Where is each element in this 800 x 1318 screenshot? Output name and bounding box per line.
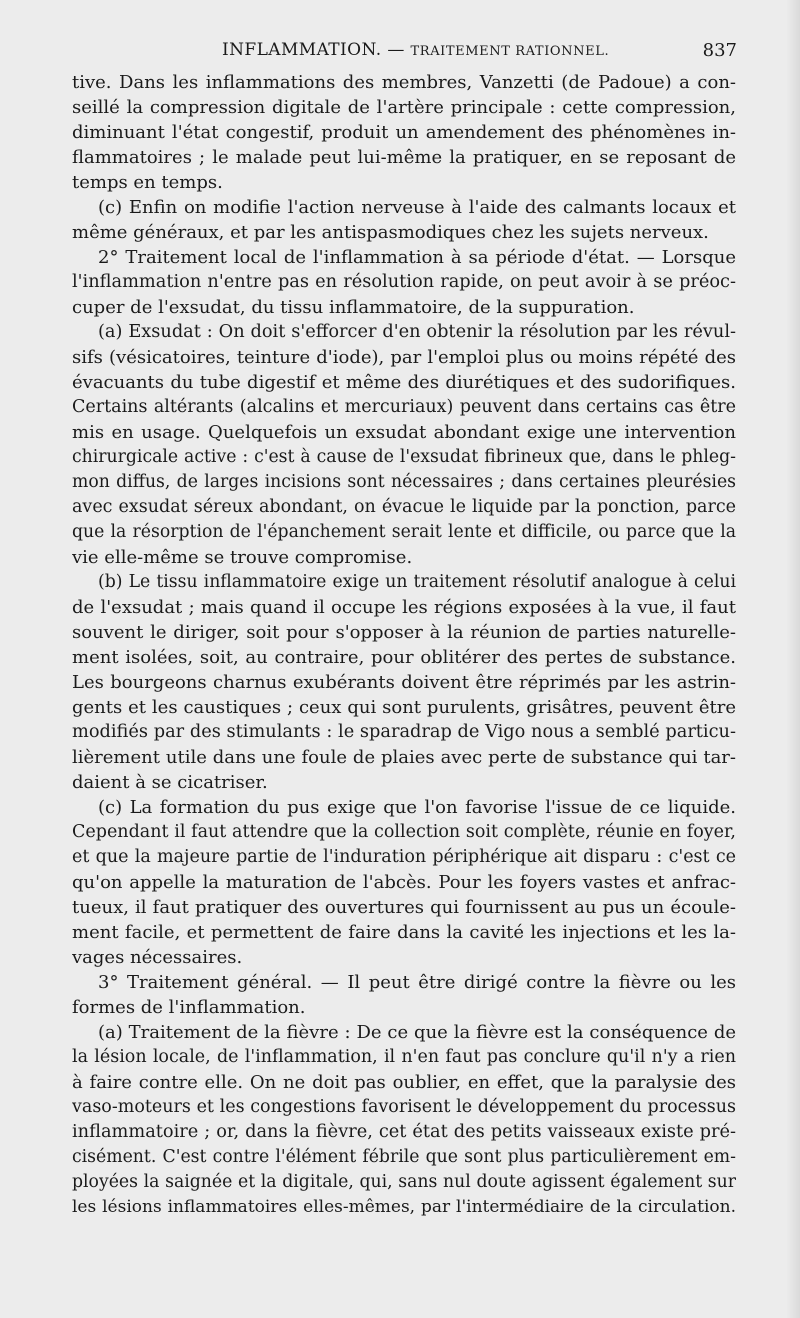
page-edge-shadow (786, 0, 800, 1318)
text-line: qu'on appelle la maturation de l'abcès. Pour les foyers vastes et anfrac- (72, 872, 736, 893)
text-line: vie elle-même se trouve compromise. (72, 547, 413, 568)
text-line: la lésion locale, de l'inflammation, il n'en faut pas conclure qu'il n'y a rien (72, 1047, 736, 1067)
text-line: gents et les caustiques ; ceux qui sont purulents, grisâtres, peuvent être (72, 697, 736, 718)
text-line: modifiés par des stimulants : le sparadrap de Vigo nous a semblé particu- (72, 722, 736, 742)
text-line: évacuants du tube digestif et même des diurétiques et des sudorifiques. (72, 372, 736, 393)
text-line: (c) Enfin on modifie l'action nerveuse à l'aide des calmants locaux et (98, 197, 736, 218)
running-title (222, 40, 609, 60)
text-line: ment facile, et permettent de faire dans la cavité les injections et les la- (72, 922, 736, 943)
text-line: vages nécessaires. (72, 947, 243, 968)
running-title-sub: TRAITEMENT RATIONNEL. (410, 44, 610, 59)
text-line: (a) Traitement de la fièvre : De ce que la fièvre est la conséquence de (98, 1022, 736, 1043)
text-line: Certains altérants (alcalins et mercuriaux) peuvent dans certains cas être (72, 397, 736, 417)
text-line: mon diffus, de larges incisions sont nécessaires ; dans certaines pleurésies (72, 472, 736, 492)
text-line: (a) Exsudat : On doit s'efforcer d'en obtenir la résolution par les révul- (98, 322, 736, 342)
text-line: les lésions inflammatoires elles-mêmes, par l'intermédiaire de la circulation. (72, 1197, 736, 1217)
text-line: même généraux, et par les antispasmodiques chez les sujets nerveux. (72, 222, 709, 243)
text-line: 3° Traitement général. — Il peut être dirigé contre la fièvre ou les (98, 972, 736, 993)
text-line: vaso-moteurs et les congestions favorisent le développement du processus (72, 1097, 736, 1117)
text-line: mis en usage. Quelquefois un exsudat abondant exige une intervention (72, 422, 736, 443)
text-line: diminuant l'état congestif, produit un amendement des phénomènes in- (72, 122, 736, 143)
text-line: Cependant il faut attendre que la collection soit complète, réunie en foyer, (72, 822, 736, 842)
text-line: ployées la saignée et la digitale, qui, sans nul doute agissent également sur (72, 1172, 736, 1192)
text-line: seillé la compression digitale de l'artère principale : cette compression, (72, 97, 736, 118)
running-title-main: INFLAMMATION. (222, 40, 382, 60)
text-line: ment isolées, soit, au contraire, pour oblitérer des pertes de substance. (72, 647, 736, 668)
text-line: tueux, il faut pratiquer des ouvertures qui fournissent au pus un écoule- (72, 897, 736, 918)
text-line: (b) Le tissu inflammatoire exige un traitement résolutif analogue à celui (98, 572, 736, 592)
text-line: temps en temps. (72, 172, 223, 193)
page-number: 837 (702, 40, 737, 61)
text-line: de l'exsudat ; mais quand il occupe les régions exposées à la vue, il faut (72, 597, 736, 618)
text-line: avec exsudat séreux abondant, on évacue le liquide par la ponction, parce (72, 497, 736, 517)
text-line: inflammatoire ; or, dans la fièvre, cet état des petits vaisseaux existe pré- (72, 1122, 736, 1142)
text-line: 2° Traitement local de l'inflammation à sa période d'état. — Lorsque (98, 247, 736, 268)
text-line: formes de l'inflammation. (72, 997, 306, 1018)
text-line: flammatoires ; le malade peut lui-même la pratiquer, en se reposant de (72, 147, 736, 168)
text-line: Les bourgeons charnus exubérants doivent être réprimés par les astrin- (72, 672, 736, 693)
text-line: tive. Dans les inflammations des membres, Vanzetti (de Padoue) a con- (72, 72, 736, 93)
text-line: l'inflammation n'entre pas en résolution rapide, on peut avoir à se préoc- (72, 272, 736, 292)
text-line: cisément. C'est contre l'élément fébrile que sont plus particulièrement em- (72, 1147, 736, 1167)
text-line: daient à se cicatriser. (72, 772, 268, 793)
text-line: sifs (vésicatoires, teinture d'iode), par l'emploi plus ou moins répété des (72, 347, 736, 368)
page-header (72, 38, 737, 68)
body-text (72, 70, 736, 1220)
text-line: à faire contre elle. On ne doit pas oublier, en effet, que la paralysie des (72, 1072, 736, 1093)
text-line: souvent le diriger, soit pour s'opposer à la réunion de parties naturelle- (72, 622, 736, 643)
text-line: que la résorption de l'épanchement serait lente et difficile, ou parce que la (72, 522, 736, 542)
text-line: lièrement utile dans une foule de plaies avec perte de substance qui tar- (72, 747, 736, 768)
text-line: (c) La formation du pus exige que l'on favorise l'issue de ce liquide. (98, 797, 736, 818)
text-line: chirurgicale active : c'est à cause de l'exsudat fibrineux que, dans le phleg- (72, 447, 736, 467)
text-line: cuper de l'exsudat, du tissu inflammatoire, de la suppuration. (72, 297, 635, 318)
running-title-dash: — (387, 40, 405, 60)
text-line: et que la majeure partie de l'induration périphérique ait disparu : c'est ce (72, 847, 736, 867)
